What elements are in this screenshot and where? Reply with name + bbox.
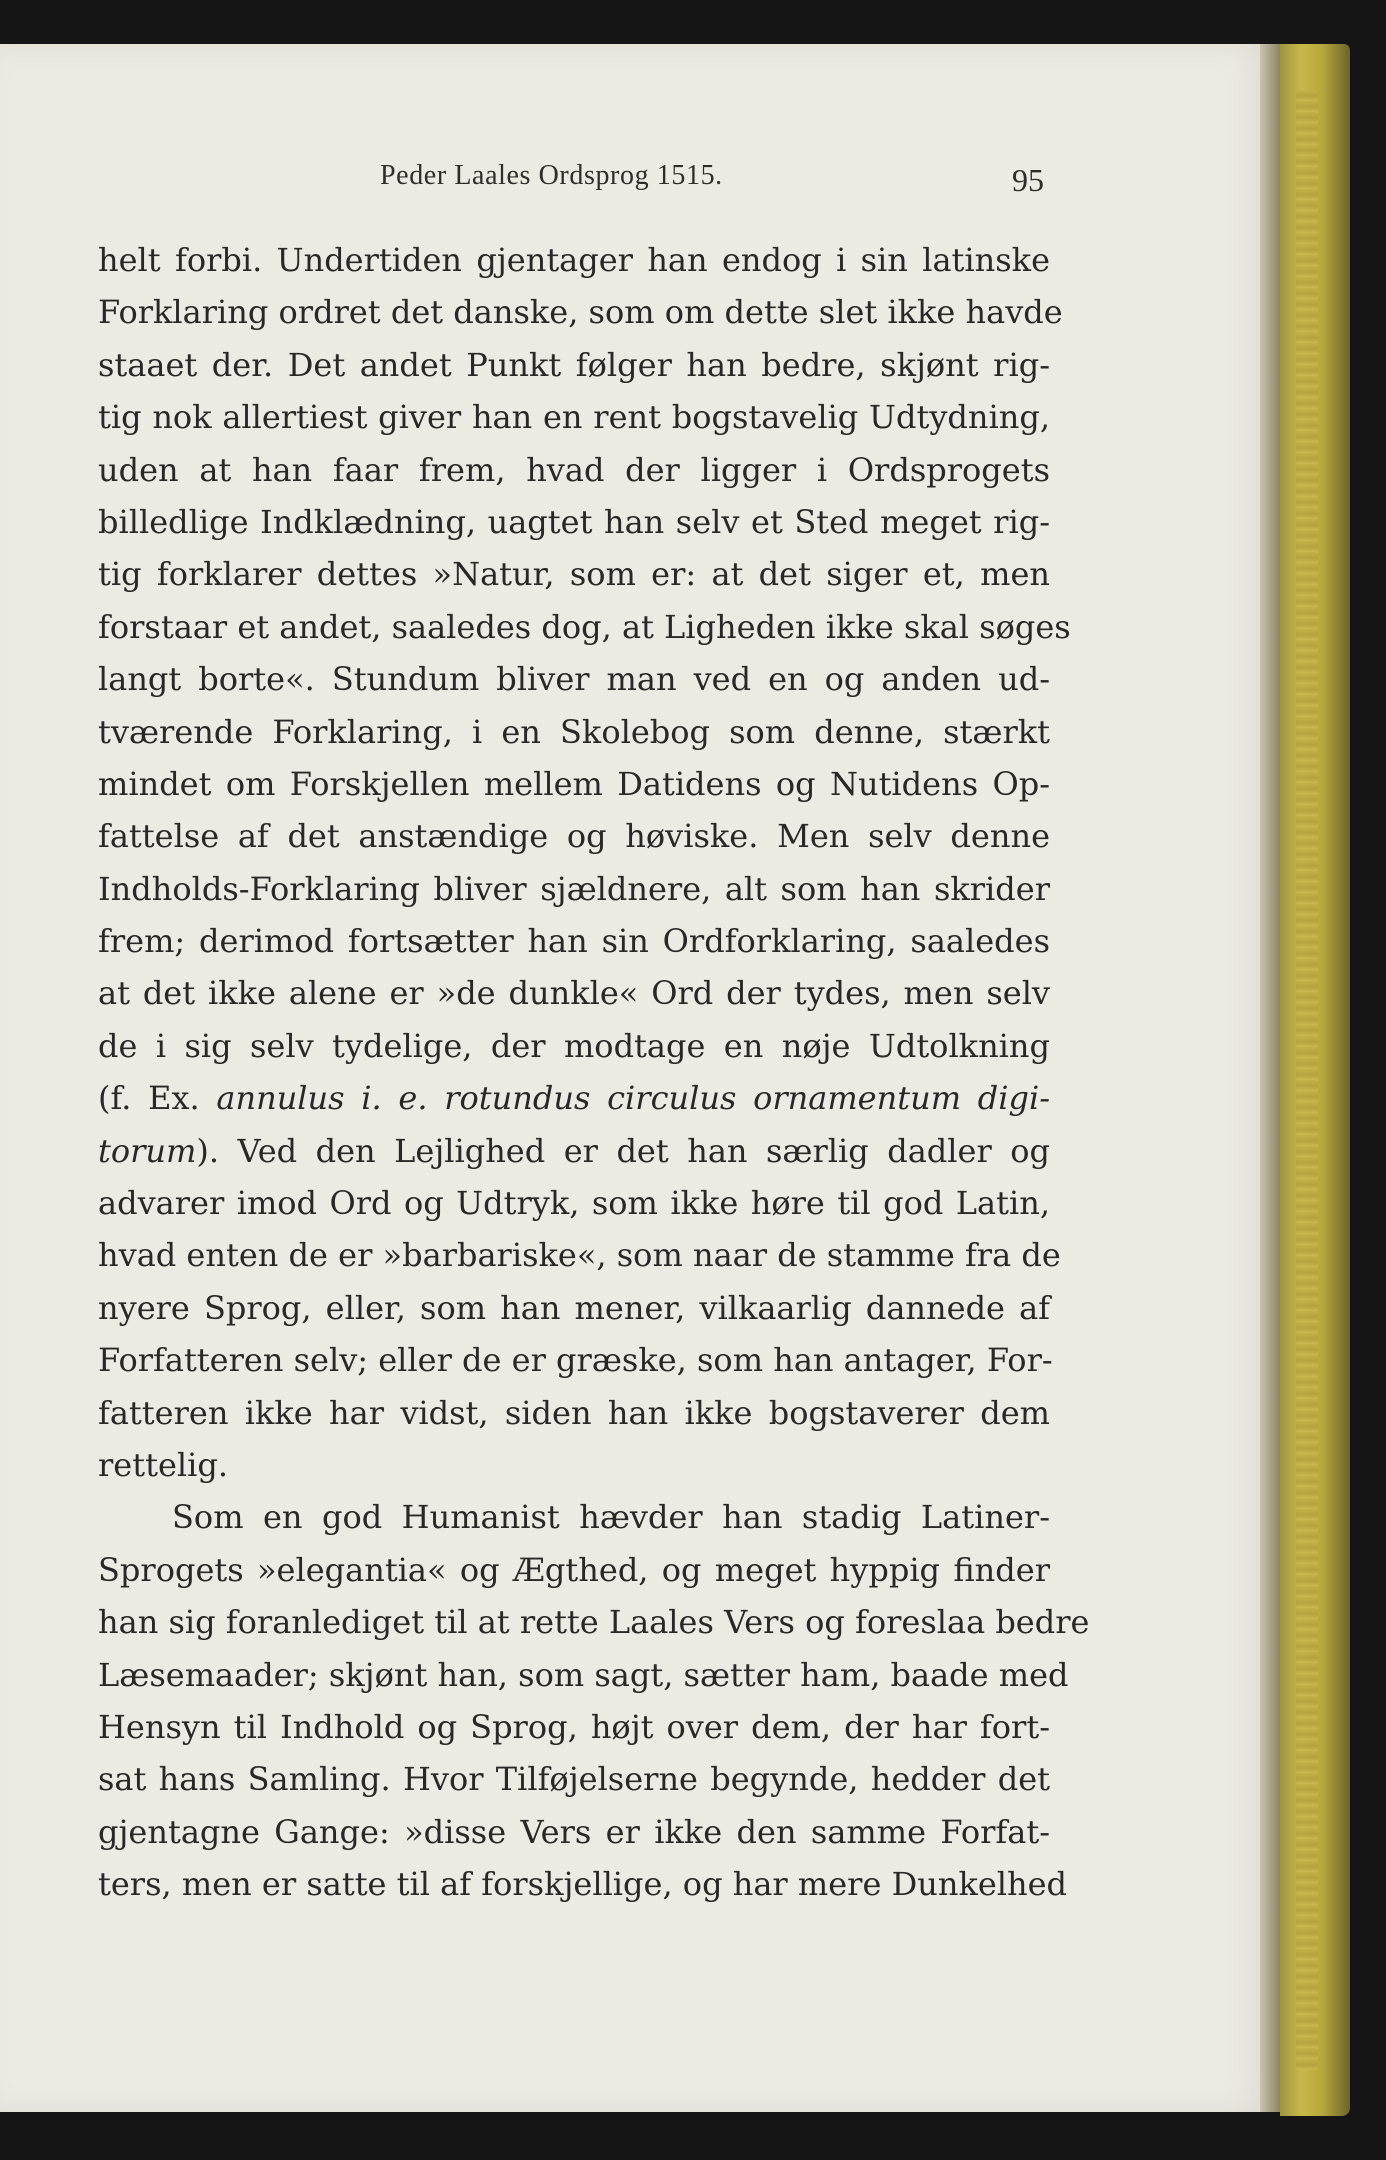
text-line: frem; derimod fortsætter han sin Ordforklaring, saaledes [98, 922, 1050, 961]
page-edge-shadow [1260, 44, 1280, 2112]
text-line: tig nok allertiest giver han en rent bogstavelig Udtydning, [98, 398, 1050, 437]
text-line-part: (f. Ex. [98, 1079, 217, 1118]
text-line: sat hans Samling. Hvor Tilføjelserne begynde, hedder det [98, 1760, 1050, 1799]
text-line: uden at han faar frem, hvad der ligger i Ordsprogets [98, 450, 1050, 489]
text-line: ters, men er satte til af forskjellige, og har mere Dunkelhed [98, 1865, 1068, 1904]
text-line: staaet der. Det andet Punkt følger han bedre, skjønt rig- [98, 345, 1050, 384]
text-line: hvad enten de er »barbariske«, som naar de stamme fra de [98, 1236, 1061, 1275]
text-line: nyere Sprog, eller, som han mener, vilkaarlig dannede af [98, 1288, 1050, 1327]
text-line: at det ikke alene er »de dunkle« Ord der tydes, men selv [98, 974, 1050, 1013]
text-line: Forfatteren selv; eller de er græske, som han antager, For- [98, 1341, 1053, 1380]
text-line: Som en god Humanist hævder han stadig Latiner- [172, 1498, 1050, 1537]
text-line: gjentagne Gange: »disse Vers er ikke den samme Forfat- [98, 1812, 1050, 1851]
text-line: tværende Forklaring, i en Skolebog som denne, stærkt [98, 712, 1050, 751]
text-line [98, 1072, 1050, 1124]
body-text [98, 234, 1090, 1911]
text-line: helt forbi. Undertiden gjentager han endog i sin latinske [98, 241, 1050, 279]
text-line: langt borte«. Stundum bliver man ved en og anden ud- [98, 660, 1050, 699]
text-line-part: ). Ved den Lejlighed er det han særlig dadler og [196, 1131, 1050, 1170]
page-number: 95 [1012, 162, 1044, 198]
text-line: mindet om Forskjellen mellem Datidens og Nutidens Op- [98, 764, 1050, 803]
text-line: Hensyn til Indhold og Sprog, højt over dem, der har fort- [98, 1707, 1050, 1746]
text-line: Læsemaader; skjønt han, som sagt, sætter ham, baade med [98, 1655, 1069, 1694]
running-head [0, 160, 1270, 200]
text-line [98, 1125, 1050, 1177]
italic-latin-text: annulus i. e. rotundus circulus ornamentum digi- [216, 1079, 1051, 1118]
text-line: Sprogets »elegantia« og Ægthed, og meget hyppig finder [98, 1550, 1050, 1589]
text-line: advarer imod Ord og Udtryk, som ikke høre til god Latin, [98, 1184, 1050, 1223]
text-line: Forklaring ordret det danske, som om dette slet ikke havde [98, 293, 1063, 332]
text-line: han sig foranlediget til at rette Laales Vers og foreslaa bedre [98, 1603, 1090, 1642]
text-line: tig forklarer dettes »Natur, som er: at det siger et, men [98, 555, 1050, 594]
text-line: fattelse af det anstændige og høviske. Men selv denne [98, 817, 1050, 856]
book-edge-pages [1296, 90, 1318, 2070]
italic-latin-text: torum [98, 1131, 197, 1170]
text-line: billedlige Indklædning, uagtet han selv et Sted meget rig- [98, 502, 1050, 541]
text-line: forstaar et andet, saaledes dog, at Ligheden ikke skal søges [98, 607, 1071, 646]
running-title: Peder Laales Ordsprog 1515. [380, 160, 723, 191]
text-line: Indholds-Forklaring bliver sjældnere, alt som han skrider [98, 869, 1050, 908]
text-line: de i sig selv tydelige, der modtage en nøje Udtolkning [98, 1026, 1050, 1065]
text-line: fatteren ikke har vidst, siden han ikke bogstaverer dem [98, 1393, 1050, 1432]
text-line: rettelig. [98, 1445, 229, 1484]
